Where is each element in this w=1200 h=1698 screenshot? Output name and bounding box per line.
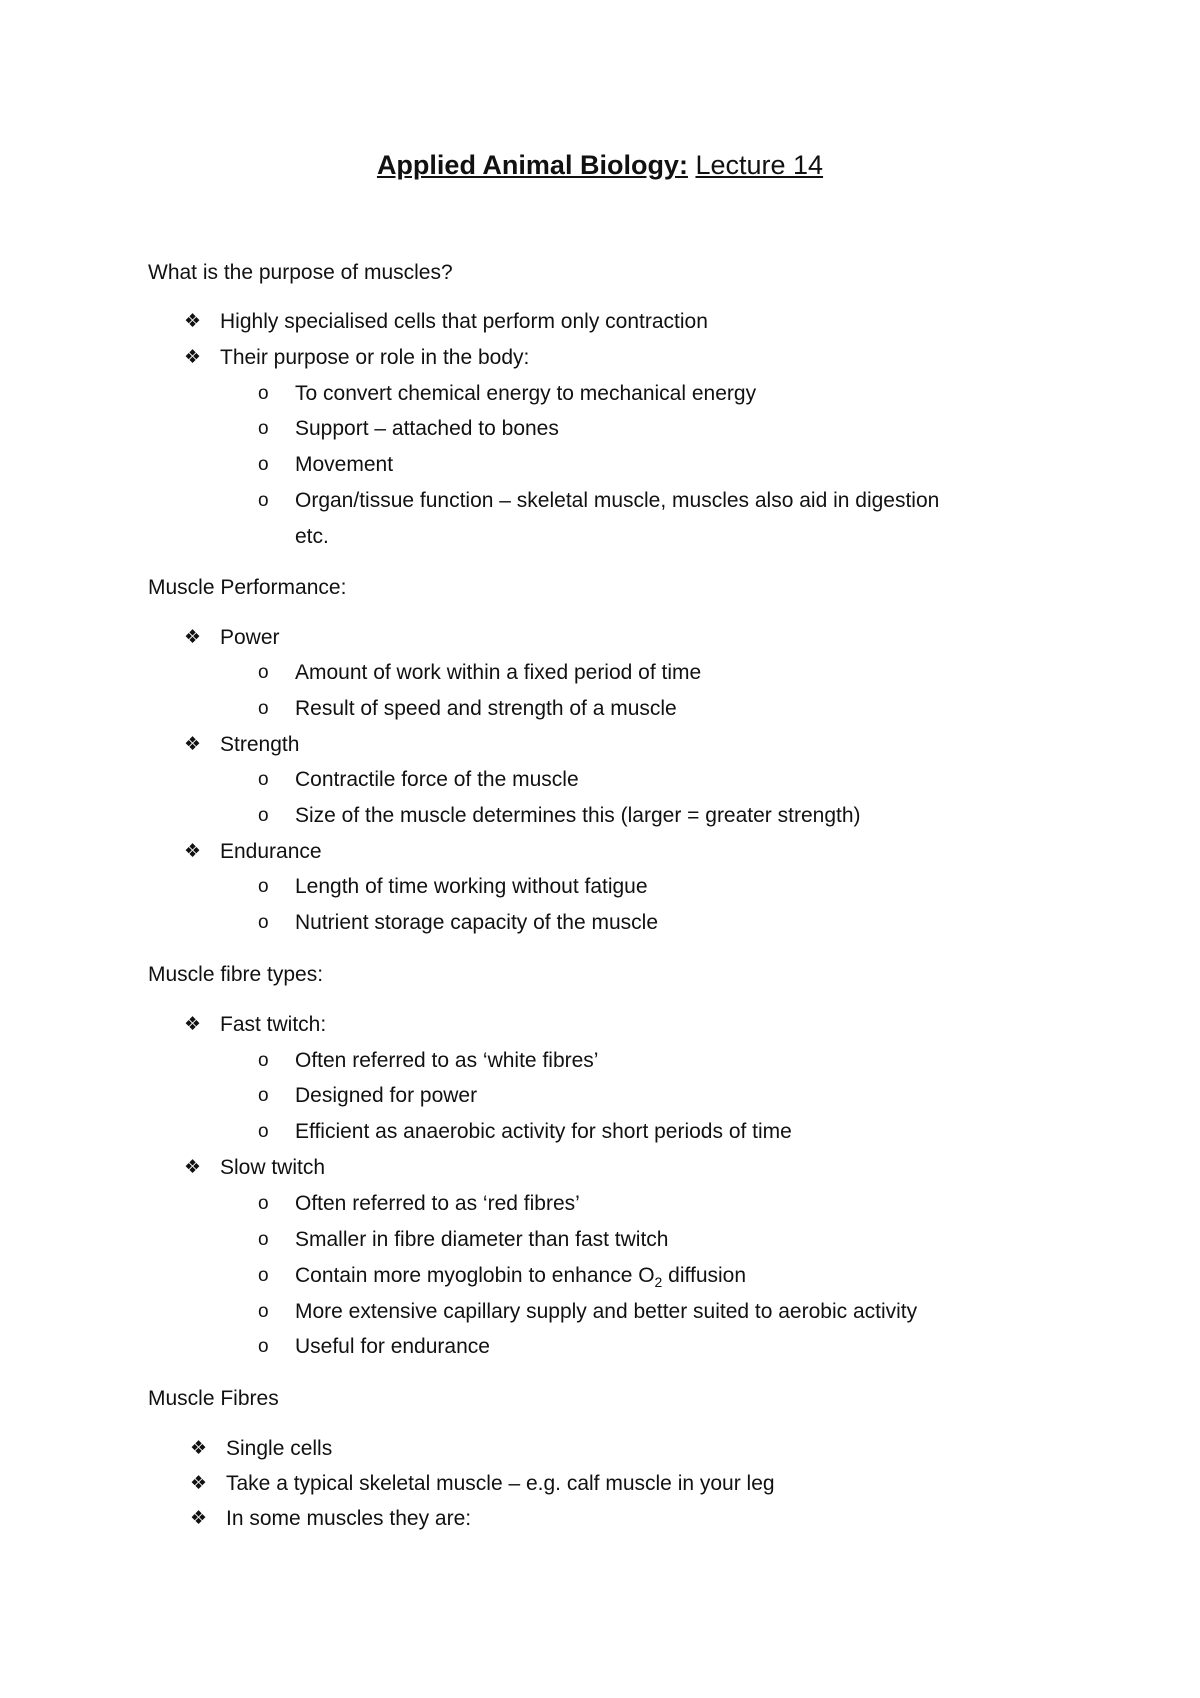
sub-list-item: To convert chemical energy to mechanical energy [295, 382, 757, 405]
circle-bullet-icon: o [258, 1193, 269, 1214]
diamond-bullet-icon: ❖ [184, 1157, 202, 1178]
circle-bullet-icon: o [258, 662, 269, 683]
diamond-bullet-icon: ❖ [190, 1438, 208, 1459]
subscript: 2 [654, 1274, 663, 1291]
list-item: Power [220, 626, 280, 649]
circle-bullet-icon: o [258, 912, 269, 933]
circle-bullet-icon: o [258, 1121, 269, 1142]
diamond-bullet-icon: ❖ [184, 1014, 202, 1035]
sub-list-item: Movement [295, 453, 394, 476]
sub-list-item: Organ/tissue function – skeletal muscle, muscles also aid in digestion [295, 489, 940, 512]
title-part1: Applied Animal Biology: [376, 150, 688, 180]
sub-list-item: Useful for endurance [295, 1335, 490, 1358]
circle-bullet-icon: o [258, 418, 269, 439]
sub-list-item: Contractile force of the muscle [295, 768, 579, 791]
section-heading: Muscle fibre types: [148, 963, 324, 986]
diamond-bullet-icon: ❖ [184, 311, 202, 332]
circle-bullet-icon: o [258, 1336, 269, 1357]
list-item: Endurance [220, 840, 322, 863]
circle-bullet-icon: o [258, 769, 269, 790]
list-item: Single cells [226, 1437, 333, 1460]
diamond-bullet-icon: ❖ [184, 627, 202, 648]
sub-list-item: Efficient as anaerobic activity for short periods of time [295, 1120, 792, 1143]
diamond-bullet-icon: ❖ [190, 1473, 208, 1494]
circle-bullet-icon: o [258, 1265, 269, 1286]
circle-bullet-icon: o [258, 1229, 269, 1250]
title-part2: Lecture 14 [695, 150, 824, 180]
section-heading: Muscle Performance: [148, 576, 347, 599]
circle-bullet-icon: o [258, 1085, 269, 1106]
list-item: Highly specialised cells that perform only contraction [220, 310, 708, 333]
diamond-bullet-icon: ❖ [190, 1508, 208, 1529]
sub-list-item: Length of time working without fatigue [295, 875, 648, 898]
list-item: Slow twitch [220, 1156, 326, 1179]
circle-bullet-icon: o [258, 1050, 269, 1071]
sub-list-item: Amount of work within a fixed period of time [295, 661, 702, 684]
list-item: Strength [220, 733, 300, 756]
page-title [0, 148, 1200, 182]
sub-list-item: Result of speed and strength of a muscle [295, 697, 677, 720]
circle-bullet-icon: o [258, 698, 269, 719]
sub-list-item [295, 1262, 746, 1290]
circle-bullet-icon: o [258, 383, 269, 404]
sub-list-item: Often referred to as ‘white fibres’ [295, 1049, 599, 1072]
sub-list-item-continuation: etc. [295, 525, 329, 548]
list-item: Fast twitch: [220, 1013, 327, 1036]
diamond-bullet-icon: ❖ [184, 841, 202, 862]
list-item: In some muscles they are: [226, 1507, 472, 1530]
circle-bullet-icon: o [258, 490, 269, 511]
section-heading: Muscle Fibres [148, 1387, 279, 1410]
circle-bullet-icon: o [258, 805, 269, 826]
sub-list-item: Size of the muscle determines this (larger = greater strength) [295, 804, 861, 827]
diamond-bullet-icon: ❖ [184, 734, 202, 755]
sub-list-item: Nutrient storage capacity of the muscle [295, 911, 659, 934]
sub-list-item-text: Contain more myoglobin to enhance O [295, 1264, 655, 1287]
section-heading: What is the purpose of muscles? [148, 261, 453, 284]
circle-bullet-icon: o [258, 1301, 269, 1322]
sub-list-item: Often referred to as ‘red fibres’ [295, 1192, 580, 1215]
sub-list-item: Designed for power [295, 1084, 478, 1107]
list-item: Take a typical skeletal muscle – e.g. calf muscle in your leg [226, 1472, 775, 1495]
circle-bullet-icon: o [258, 454, 269, 475]
sub-list-item: Support – attached to bones [295, 417, 559, 440]
list-item: Their purpose or role in the body: [220, 346, 530, 369]
sub-list-item-text-end: diffusion [662, 1264, 747, 1287]
sub-list-item: Smaller in fibre diameter than fast twitch [295, 1228, 669, 1251]
sub-list-item: More extensive capillary supply and better suited to aerobic activity [295, 1300, 918, 1323]
diamond-bullet-icon: ❖ [184, 347, 202, 368]
circle-bullet-icon: o [258, 876, 269, 897]
